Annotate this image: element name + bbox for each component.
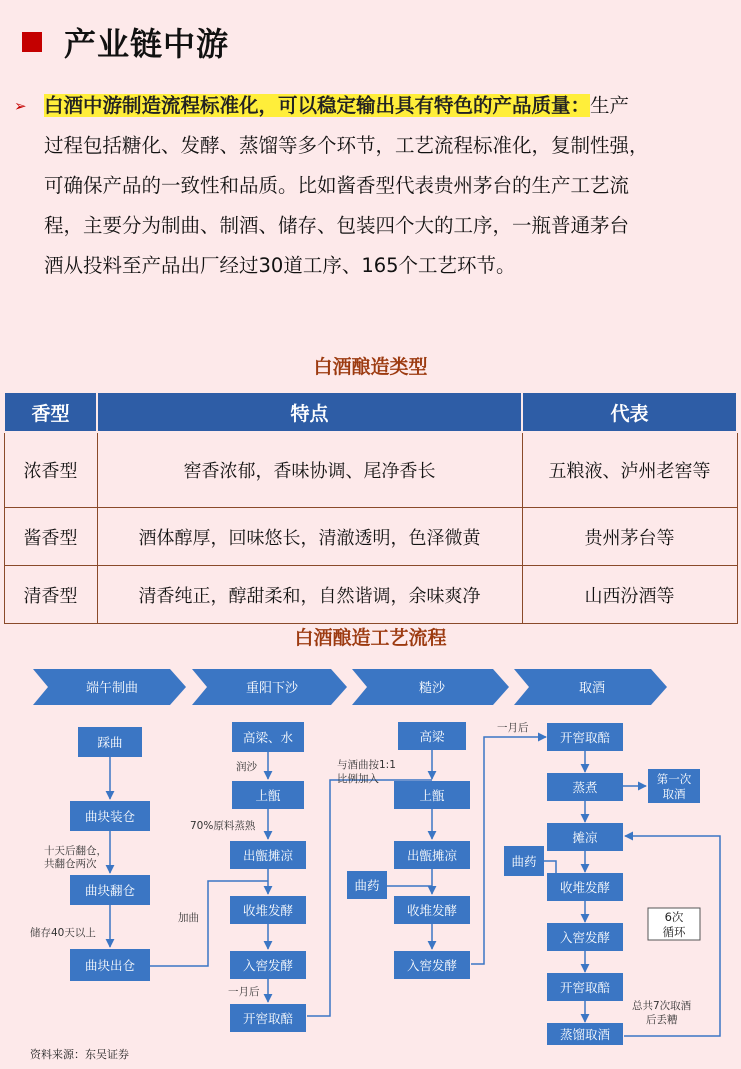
- paragraph-line-3: 可确保产品的一致性和品质。比如酱香型代表贵州茅台的生产工艺流: [44, 174, 630, 197]
- step-label: 蒸馏取酒: [559, 1027, 611, 1042]
- step-label: 高梁、水: [242, 730, 294, 745]
- table-header-row: [4, 392, 737, 432]
- stage-label: 糙沙: [418, 681, 446, 696]
- step-label: 入窖发酵: [559, 930, 611, 945]
- note: 一月后: [497, 722, 529, 734]
- step-label: 收堆发酵: [242, 903, 294, 918]
- paragraph-line-2: 过程包括糖化、发酵、蒸馏等多个环节，工艺流程标准化，复制性强，: [44, 134, 649, 157]
- paragraph-line-1: ➢ 白酒中游制造流程标准化，可以稳定输出具有特色的产品质量：生产: [14, 86, 726, 126]
- note: 储存40天以上: [30, 927, 96, 939]
- page-title: 产业链中游: [64, 25, 230, 63]
- step-label: 入窖发酵: [406, 958, 458, 973]
- step-label: 曲块装仓: [84, 809, 136, 824]
- header-feature: 特点: [97, 392, 522, 432]
- intro-paragraph: [14, 86, 726, 286]
- step-label: 上甑: [255, 788, 281, 803]
- step-label: 摊凉: [572, 830, 598, 845]
- title-marker: [22, 32, 42, 52]
- step-label: 蒸煮: [572, 780, 598, 795]
- step-label: 曲块出仓: [84, 958, 136, 973]
- arrow-bullet-icon: ➢: [14, 97, 27, 115]
- step-label: 出甑摊凉: [242, 848, 294, 863]
- note: 总共7次取酒: [632, 1000, 692, 1012]
- step-label: 收堆发酵: [559, 880, 611, 895]
- side-label: 第一次: [656, 772, 692, 786]
- step-label: 收堆发酵: [406, 903, 458, 918]
- liquor-types-table: [3, 391, 738, 624]
- step-label: 高梁: [419, 729, 445, 744]
- note: 一月后: [228, 986, 260, 998]
- step-label: 入窖发酵: [242, 958, 294, 973]
- step-label: 开窖取醅: [559, 730, 611, 745]
- cycle-label: 循环: [662, 925, 686, 939]
- step-label: 踩曲: [97, 735, 123, 750]
- table-row: 浓香型 窖香浓郁，香味协调、尾净香长 五粮液、泸州老窖等: [4, 432, 737, 508]
- side-label: 曲药: [511, 854, 537, 869]
- header-representative: 代表: [522, 392, 737, 432]
- header-aroma: 香型: [4, 392, 97, 432]
- title-row: [22, 18, 229, 66]
- note: 后丢糟: [646, 1014, 678, 1026]
- table-row: 酱香型 酒体醇厚，回味悠长，清澈透明，色泽微黄 贵州茅台等: [4, 508, 737, 566]
- note: 十天后翻仓，: [44, 845, 107, 857]
- note: 与酒曲按1:1: [337, 759, 396, 771]
- stage-label: 取酒: [578, 681, 606, 696]
- step-label: 上甑: [419, 788, 445, 803]
- note: 70%原料蒸熟: [190, 820, 256, 832]
- note: 比例加入: [337, 773, 379, 785]
- note: 润沙: [236, 761, 257, 773]
- note: 加曲: [178, 912, 199, 924]
- highlight-text: 白酒中游制造流程标准化，可以稳定输出具有特色的产品质量：: [44, 94, 591, 117]
- step-label: 出甑摊凉: [406, 848, 458, 863]
- stage-label: 端午制曲: [85, 681, 139, 696]
- step-label: 开窖取醅: [559, 980, 611, 995]
- table-caption: 白酒酿造类型: [313, 356, 428, 378]
- side-label: 曲药: [354, 878, 380, 893]
- process-caption: 白酒酿造工艺流程: [294, 627, 447, 649]
- note: 共翻仓两次: [44, 858, 97, 870]
- paragraph-line-4: 程，主要分为制曲、制酒、储存、包装四个大的工序，一瓶普通茅台: [44, 214, 630, 237]
- step-label: 开窖取醅: [242, 1011, 294, 1026]
- table-row: 清香型 清香纯正，醇甜柔和，自然谐调，余味爽净 山西汾酒等: [4, 566, 737, 624]
- side-label: 取酒: [662, 787, 686, 801]
- source-note: 资料来源：东吴证券: [30, 1048, 129, 1061]
- paragraph-line-5: 酒从投料至产品出厂经过30道工序、165个工艺环节。: [44, 254, 516, 277]
- cycle-label: 6次: [664, 910, 684, 924]
- stage-label: 重阳下沙: [245, 681, 299, 696]
- process-flowchart: [0, 655, 741, 1047]
- step-label: 曲块翻仓: [84, 883, 136, 898]
